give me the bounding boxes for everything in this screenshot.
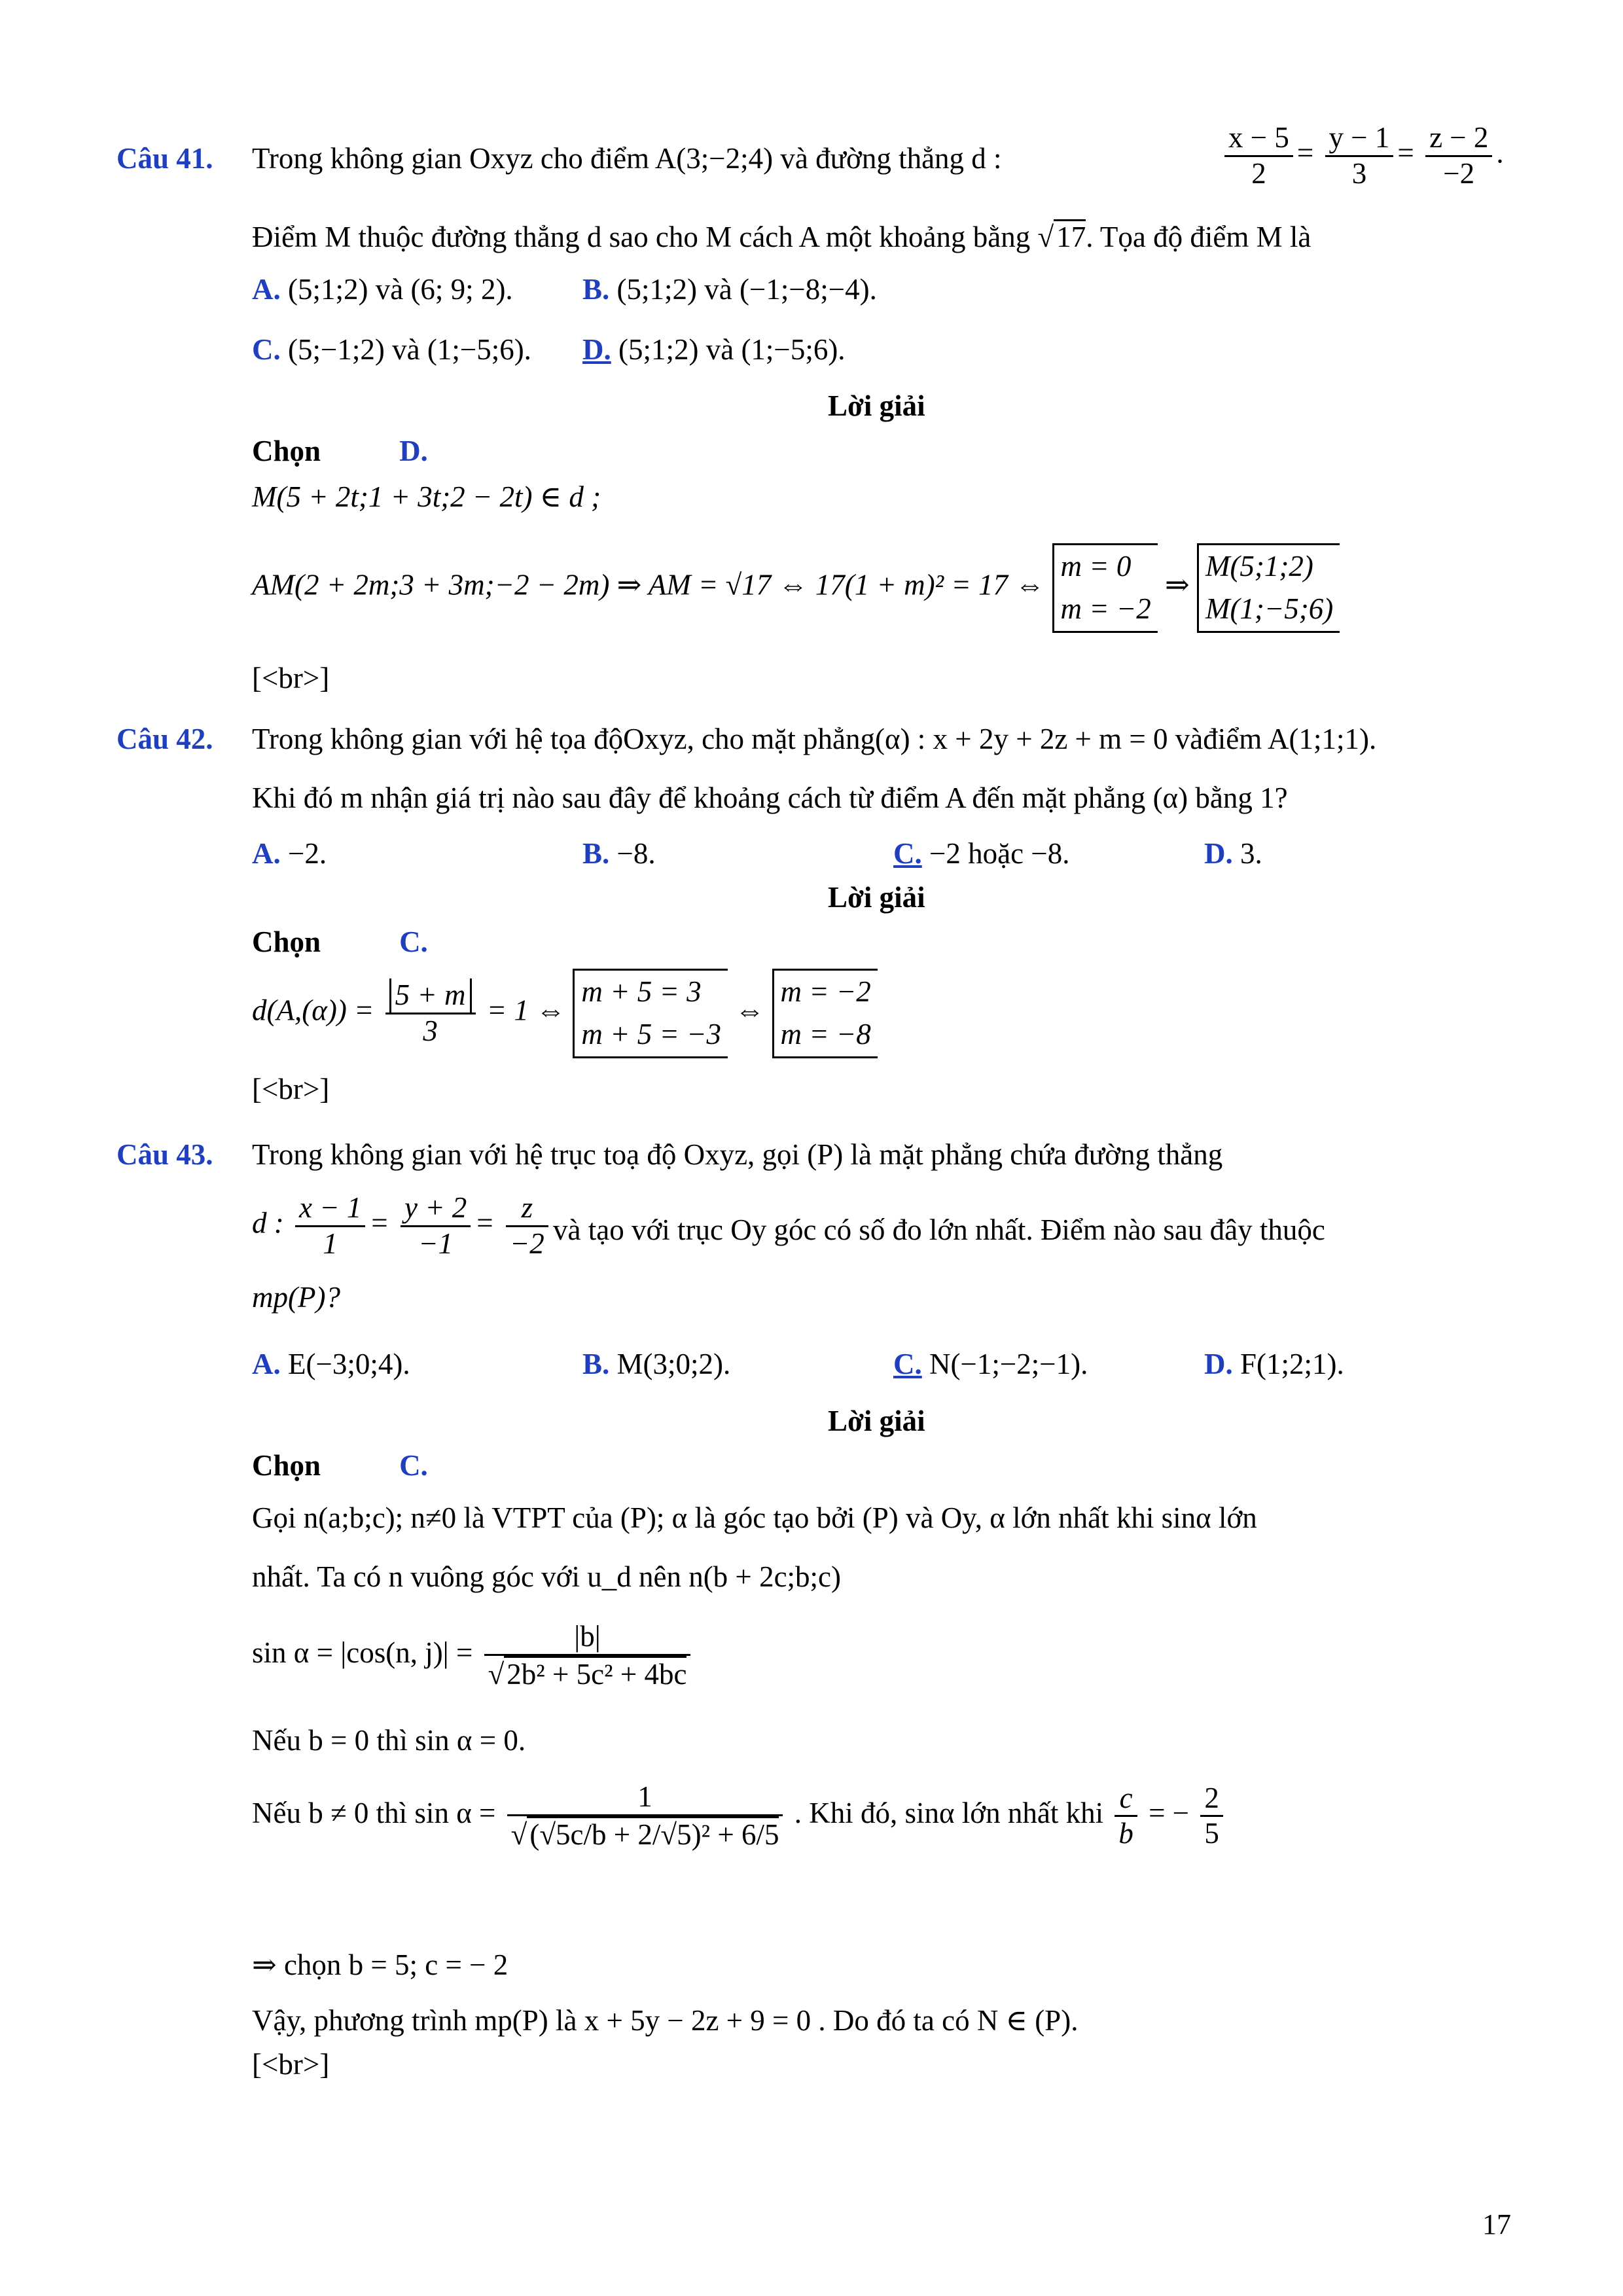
q41-line2-row: AM(2 + 2m;3 + 3m;−2 − 2m) ⇒ AM = √17 ⇔ 17(1 + m)² = 17 ⇔ m = 0 m = −2 ⇒ M(5;1;2) M(1;−5;6) [252, 543, 1340, 633]
q41-label: Câu 41. [116, 142, 213, 175]
q41-solution-title: Lời giải [828, 389, 925, 422]
q41-line1: M(5 + 2t;1 + 3t;2 − 2t) ∈ d ; [252, 480, 601, 513]
q43-sol-line3: sin α = |cos(n, j)| = $\frac{|b|}{\text{√2b² + 5c² + 4bc}}$ [252, 1620, 694, 1692]
q41-option-b[interactable]: B. (5;1;2) và (−1;−8;−4). [582, 273, 877, 306]
q41-line2: AM(2 + 2m;3 + 3m;−2 − 2m) ⇒ AM = √17 ⇔ 17(1 + m)² = 17 ⇔ [252, 568, 1045, 601]
q42-option-b[interactable]: B. −8. [582, 837, 656, 870]
q43-sol-line6: ⇒ chọn b = 5; c = − 2 [252, 1948, 508, 1981]
q41-frac1: $\frac{x - 5}{2}$ [1224, 121, 1293, 191]
q42-bracket1: m + 5 = 3 m + 5 = −3 [573, 969, 728, 1058]
q43-solution-title: Lời giải [828, 1405, 925, 1437]
q42-option-d[interactable]: D. 3. [1204, 837, 1262, 870]
q43-br: [<br>] [252, 2048, 330, 2081]
q41-equation: $\frac{x - 5}{2}$ = $\frac{y - 1}{3}$ = $\frac{z - 2}{-2}$ . [1221, 121, 1504, 191]
q43-sol-line1: Gọi n(a;b;c); n≠0 là VTPT của (P); α là góc tạo bởi (P) và Oy, α lớn nhất khi sinα lớn [252, 1501, 1257, 1534]
q42-distance-eq: d(A,(α)) = $\frac{5 + m}{3}$ = 1 ⇔ m + 5 = 3 m + 5 = −3 ⇔ m = −2 m = −8 [252, 969, 878, 1058]
q43-option-d[interactable]: D. F(1;2;1). [1204, 1348, 1344, 1380]
q41-frac2: $\frac{y - 1}{3}$ [1325, 121, 1394, 191]
q42-option-a[interactable]: A. −2. [252, 837, 327, 870]
q43-choose: Chọn C. [252, 1449, 428, 1482]
page-number: 17 [1482, 2208, 1511, 2240]
q43-option-b[interactable]: B. M(3;0;2). [582, 1348, 731, 1380]
q42-option-c[interactable]: C. −2 hoặc −8. [893, 837, 1070, 870]
q43-sol-line5: Nếu b ≠ 0 thì sin α = $\frac{1}{\text{√(√5c/b + 2/√5)² + 6/5}}$ . Khi đó, sinα lớn nhất khi $\frac{c}{b}$ = − $\frac{2}{5}$ [252, 1780, 1227, 1852]
q41-text2a: Điểm M thuộc đường thẳng d sao cho M cách A một khoảng bằng [252, 221, 1031, 253]
q41-text2: Điểm M thuộc đường thẳng d sao cho M cách A một khoảng bằng √17. Tọa độ điểm M là [252, 221, 1311, 253]
q43-sin-frac2: $\frac{1}{\text{√(√5c/b + 2/√5)² + 6/5}}$ [507, 1780, 783, 1852]
q41-option-a[interactable]: A. (5;1;2) và (6; 9; 2). [252, 273, 513, 306]
q42-br: [<br>] [252, 1073, 330, 1105]
q42-bracket2: m = −2 m = −8 [772, 969, 878, 1058]
q41-bracket2: M(5;1;2) M(1;−5;6) [1197, 543, 1340, 633]
q41-option-d[interactable]: D. (5;1;2) và (1;−5;6). [582, 333, 846, 366]
q43-sol-line4: Nếu b = 0 thì sin α = 0. [252, 1724, 526, 1757]
q42-text2: Khi đó m nhận giá trị nào sau đây để khoảng cách từ điểm A đến mặt phẳng (α) bằng 1? [252, 781, 1288, 814]
q43-option-c[interactable]: C. N(−1;−2;−1). [893, 1348, 1088, 1380]
q42-frac: $\frac{5 + m}{3}$ [385, 978, 476, 1049]
q43-sin-frac: $\frac{|b|}{\text{√2b² + 5c² + 4bc}}$ [484, 1620, 691, 1692]
q42-label: Câu 42. [116, 723, 213, 755]
q41-text1: Trong không gian Oxyz cho điểm A(3;−2;4) và đường thẳng d : [252, 142, 1002, 175]
q42-choose: Chọn C. [252, 925, 428, 958]
q43-label: Câu 43. [116, 1138, 213, 1171]
q41-choose: Chọn D. [252, 435, 428, 467]
q43-text2: và tạo với trục Oy góc có số đo lớn nhất. Điểm nào sau đây thuộc [553, 1213, 1325, 1246]
q43-text3: mp(P)? [252, 1281, 340, 1314]
q43-sol-line2: nhất. Ta có n vuông góc với u_d nên n(b + 2c;b;c) [252, 1560, 841, 1593]
q43-option-a[interactable]: A. E(−3;0;4). [252, 1348, 410, 1380]
q41-frac3: $\frac{z - 2}{-2}$ [1425, 121, 1492, 191]
q41-bracket1: m = 0 m = −2 [1052, 543, 1158, 633]
q43-sol-line7: Vậy, phương trình mp(P) là x + 5y − 2z + 9 = 0 . Do đó ta có N ∈ (P). [252, 2004, 1079, 2037]
q41-text2b: . Tọa độ điểm M là [1086, 221, 1311, 253]
q42-solution-title: Lời giải [828, 881, 925, 914]
q42-text1: Trong không gian với hệ tọa độOxyz, cho mặt phẳng(α) : x + 2y + 2z + m = 0 vàđiểm A(1;1;1). [252, 723, 1377, 755]
q41-option-c[interactable]: C. (5;−1;2) và (1;−5;6). [252, 333, 531, 366]
q41-br: [<br>] [252, 662, 330, 694]
q43-text1: Trong không gian với hệ trục toạ độ Oxyz, gọi (P) là mặt phẳng chứa đường thẳng [252, 1138, 1223, 1171]
q41-sqrt: 17 [1054, 219, 1086, 254]
q43-line-equation: d : $\frac{x - 1}{1}$ = $\frac{y + 2}{-1}$ = $\frac{z}{-2}$ [252, 1191, 552, 1261]
